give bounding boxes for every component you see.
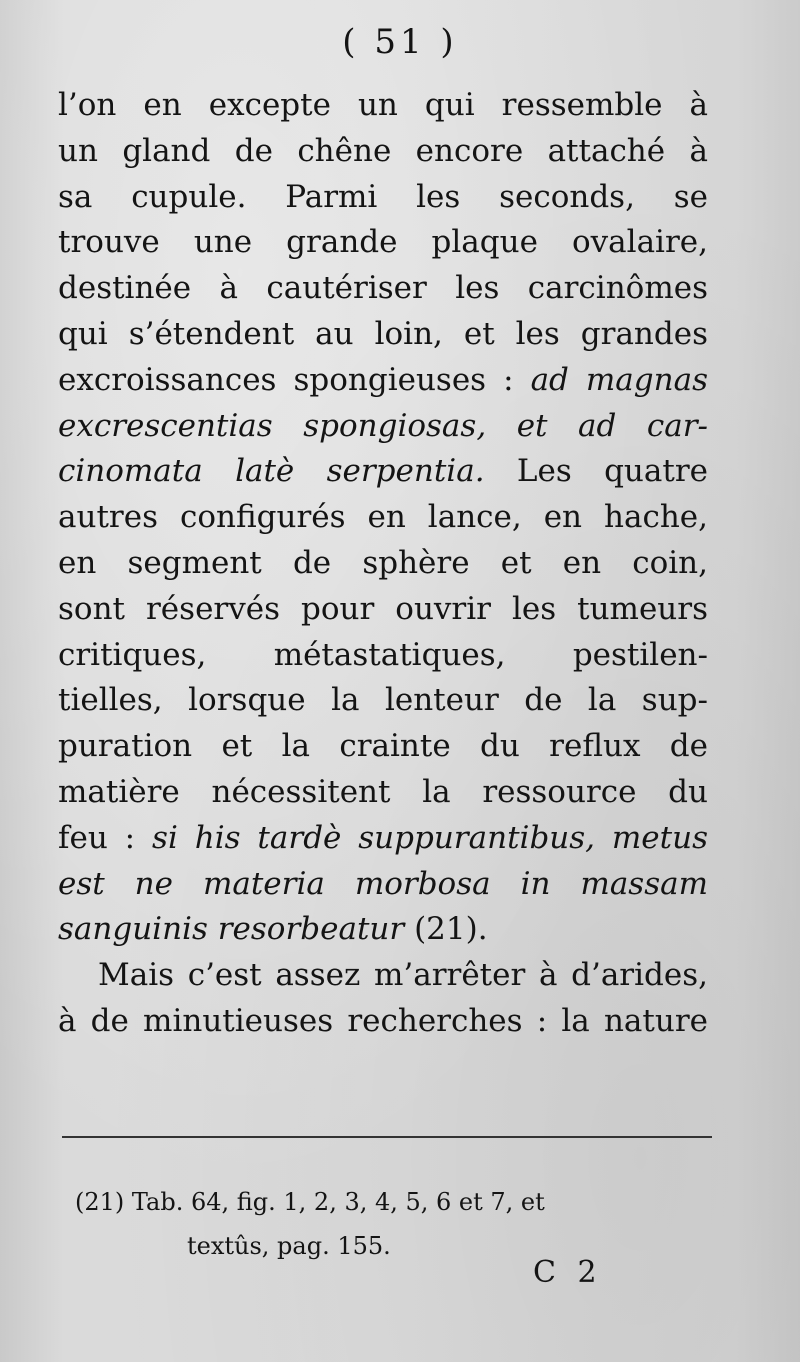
text-line: trouve une grande plaque ovalaire, bbox=[58, 224, 708, 261]
text-line: sa cupule. Parmi les seconds, se bbox=[58, 178, 708, 215]
text-line: sont réservés pour ouvrir les tumeurs bbox=[58, 590, 708, 627]
latin-quote: sanguinis resorbeatur bbox=[58, 911, 405, 948]
text-line: matière nécessitent la ressource du bbox=[58, 773, 708, 810]
text-line: critiques, métastatiques, pestilen- bbox=[58, 636, 708, 673]
latin-quote: ad magnas bbox=[530, 361, 708, 398]
text-line: autres configurés en lance, en hache, bbox=[58, 499, 708, 536]
text-line: destinée à cautériser les carcinômes bbox=[58, 270, 708, 307]
paragraph-start: Mais c’est assez m’arrêter à d’arides, bbox=[98, 957, 708, 994]
footnote-ref: (21). bbox=[414, 911, 488, 948]
page-number: ( 51 ) bbox=[342, 22, 458, 62]
latin-quote: excrescentias spongiosas, et ad car- bbox=[58, 407, 708, 444]
text-line bbox=[58, 816, 708, 862]
latin-quote: cinomata latè serpentia. bbox=[58, 453, 485, 490]
text-segment: Les quatre bbox=[516, 453, 708, 490]
text-segment: feu : bbox=[58, 819, 136, 856]
text-line bbox=[58, 449, 708, 495]
text-line bbox=[58, 358, 708, 404]
signature-mark: C 2 bbox=[533, 1255, 603, 1290]
latin-quote: si his tardè suppurantibus, metus bbox=[152, 819, 708, 856]
text-line: tielles, lorsque la lenteur de la sup- bbox=[58, 682, 708, 719]
text-line: en segment de sphère et en coin, bbox=[58, 544, 708, 581]
footnote-divider bbox=[62, 1136, 712, 1138]
footnote-line: textûs, pag. 155. bbox=[187, 1232, 391, 1260]
text-line: un gland de chêne encore attaché à bbox=[58, 132, 708, 169]
body-text bbox=[58, 83, 708, 1045]
text-line: l’on en excepte un qui ressemble à bbox=[58, 87, 708, 123]
text-line: qui s’étendent au loin, et les grandes bbox=[58, 315, 708, 352]
footnote bbox=[75, 1180, 715, 1268]
text-segment: excroissances spongieuses : bbox=[58, 361, 514, 398]
text-line bbox=[58, 907, 708, 953]
latin-quote: est ne materia morbosa in massam bbox=[58, 865, 708, 902]
footnote-line: (21) Tab. 64, fig. 1, 2, 3, 4, 5, 6 et 7, et bbox=[75, 1188, 545, 1216]
text-line: à de minutieuses recherches : la nature bbox=[58, 1002, 708, 1039]
text-line: puration et la crainte du reflux de bbox=[58, 728, 708, 765]
